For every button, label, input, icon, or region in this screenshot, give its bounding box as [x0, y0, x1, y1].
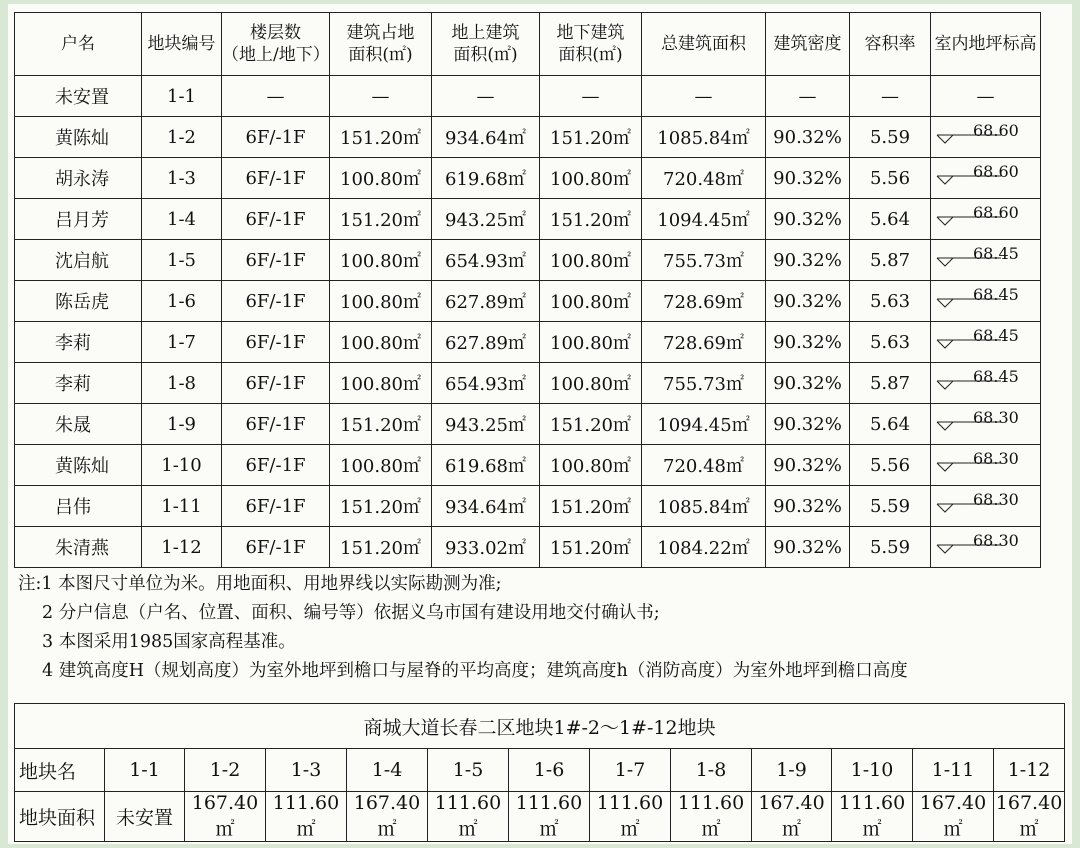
column-header: 楼层数 （地上/地下） — [222, 13, 330, 76]
column-header: 地块编号 — [142, 13, 222, 76]
table-cell: 6F/-1F — [222, 527, 330, 568]
table-cell: 90.32% — [766, 486, 850, 527]
table-cell: — — [766, 76, 850, 117]
table-row — [15, 117, 1041, 158]
table-cell: 未安置 — [105, 792, 185, 842]
table-cell: 1-4 — [142, 199, 222, 240]
table-cell: 1-8 — [142, 363, 222, 404]
table-cell: 728.69㎡ — [642, 322, 766, 363]
elevation-value: 68.60 — [973, 162, 1019, 181]
table-cell: 90.32% — [766, 117, 850, 158]
table-cell: 1-3 — [142, 158, 222, 199]
table-cell: 111.60㎡ — [832, 792, 913, 842]
table-cell: 167.40㎡ — [994, 792, 1065, 842]
table-row — [15, 158, 1041, 199]
table-cell: 111.60㎡ — [671, 792, 752, 842]
table-cell: 151.20㎡ — [330, 527, 432, 568]
table-cell: 111.60㎡ — [509, 792, 590, 842]
table-cell: 720.48㎡ — [642, 445, 766, 486]
drawing-sheet — [8, 4, 1072, 844]
table-cell: 1-5 — [428, 749, 509, 792]
table-cell: 1094.45㎡ — [642, 404, 766, 445]
table-cell: 100.80㎡ — [540, 445, 642, 486]
table-cell: 167.40㎡ — [347, 792, 428, 842]
table-cell: 111.60㎡ — [590, 792, 671, 842]
elevation-value: 68.30 — [973, 449, 1019, 468]
row-label: 地块面积 — [15, 792, 105, 842]
table-cell: 6F/-1F — [222, 199, 330, 240]
table-cell: 151.20㎡ — [540, 199, 642, 240]
elevation-cell — [931, 486, 1041, 527]
table-cell: 90.32% — [766, 158, 850, 199]
table-cell: 100.80㎡ — [330, 322, 432, 363]
table-cell: 111.60㎡ — [428, 792, 509, 842]
table-cell: 6F/-1F — [222, 117, 330, 158]
table-cell: 1-1 — [142, 76, 222, 117]
table-cell: 90.32% — [766, 445, 850, 486]
household-table — [14, 12, 1041, 568]
table-cell: 619.68㎡ — [432, 158, 540, 199]
table-cell: 111.60㎡ — [266, 792, 347, 842]
note-line: 3 本图采用1985国家高程基准。 — [42, 632, 296, 652]
table-cell: 1-6 — [509, 749, 590, 792]
table-cell: 100.80㎡ — [540, 322, 642, 363]
table-cell: 100.80㎡ — [330, 281, 432, 322]
table-cell: 5.63 — [850, 322, 931, 363]
table-cell: 1-11 — [142, 486, 222, 527]
table-row — [15, 76, 1041, 117]
table-cell: 李莉 — [15, 363, 142, 404]
table-cell: 100.80㎡ — [330, 363, 432, 404]
table-cell: 151.20㎡ — [540, 117, 642, 158]
table-cell: 934.64㎡ — [432, 486, 540, 527]
table-cell: 1-6 — [142, 281, 222, 322]
table-cell: 6F/-1F — [222, 404, 330, 445]
table-cell: 1-11 — [913, 749, 994, 792]
table-row — [15, 281, 1041, 322]
table-cell: 933.02㎡ — [432, 527, 540, 568]
table-cell: 100.80㎡ — [330, 158, 432, 199]
note-line: 2 分户信息（户名、位置、面积、编号等）依据义乌市国有建设用地交付确认书; — [42, 603, 660, 623]
table-cell: 1-12 — [994, 749, 1065, 792]
table-cell: 1-3 — [266, 749, 347, 792]
plot-area-row — [15, 792, 1065, 842]
table-cell: 1-2 — [185, 749, 266, 792]
table-row — [15, 199, 1041, 240]
elevation-value: 68.30 — [973, 490, 1019, 509]
table-cell: 6F/-1F — [222, 322, 330, 363]
table-cell: 654.93㎡ — [432, 363, 540, 404]
table-cell: 934.64㎡ — [432, 117, 540, 158]
elevation-value: 68.30 — [973, 531, 1019, 550]
elevation-value: 68.30 — [973, 408, 1019, 427]
table-cell: 151.20㎡ — [330, 404, 432, 445]
table-cell: 167.40㎡ — [185, 792, 266, 842]
elevation-value: 68.60 — [973, 203, 1019, 222]
table-cell: 1-9 — [142, 404, 222, 445]
table-cell: 朱清燕 — [15, 527, 142, 568]
table-cell: — — [850, 76, 931, 117]
table-cell: 151.20㎡ — [540, 486, 642, 527]
column-header: 地下建筑 面积(㎡) — [540, 13, 642, 76]
table-cell: 755.73㎡ — [642, 240, 766, 281]
table-cell: 6F/-1F — [222, 486, 330, 527]
table-cell: 李莉 — [15, 322, 142, 363]
table-cell: 167.40㎡ — [752, 792, 832, 842]
table-cell: 1084.22㎡ — [642, 527, 766, 568]
table-cell: 90.32% — [766, 404, 850, 445]
table-cell: 朱晟 — [15, 404, 142, 445]
notes — [18, 570, 1058, 686]
table-cell: 黄陈灿 — [15, 445, 142, 486]
table-cell: — — [222, 76, 330, 117]
table-row — [15, 363, 1041, 404]
table-header-row — [15, 13, 1041, 76]
table-cell: 5.87 — [850, 363, 931, 404]
table-cell: 吕月芳 — [15, 199, 142, 240]
table-cell: 90.32% — [766, 527, 850, 568]
elevation-value: 68.60 — [973, 121, 1019, 140]
table-cell: 1-5 — [142, 240, 222, 281]
plot-area-table — [14, 703, 1065, 842]
column-header: 容积率 — [850, 13, 931, 76]
table-cell: — — [432, 76, 540, 117]
table-cell: 6F/-1F — [222, 363, 330, 404]
table-row — [15, 404, 1041, 445]
column-header: 户名 — [15, 13, 142, 76]
table-cell: 6F/-1F — [222, 240, 330, 281]
table-cell: 胡永涛 — [15, 158, 142, 199]
table-cell: 943.25㎡ — [432, 404, 540, 445]
table-cell: 1-1 — [105, 749, 185, 792]
column-header: 总建筑面积 — [642, 13, 766, 76]
table-cell: — — [642, 76, 766, 117]
table-cell: 167.40㎡ — [913, 792, 994, 842]
elevation-cell — [931, 117, 1041, 158]
plot-name-row — [15, 749, 1065, 792]
column-header: 室内地坪标高 — [931, 13, 1041, 76]
table-cell: 1-9 — [752, 749, 832, 792]
table-cell: 100.80㎡ — [330, 445, 432, 486]
table-cell: 654.93㎡ — [432, 240, 540, 281]
table-cell: 1-7 — [142, 322, 222, 363]
table-cell: 6F/-1F — [222, 281, 330, 322]
note-line: 4 建筑高度H（规划高度）为室外地坪到檐口与屋脊的平均高度；建筑高度h（消防高度）为室外地坪到檐口高度 — [42, 661, 908, 681]
elevation-value: 68.45 — [973, 367, 1019, 386]
table-cell: 100.80㎡ — [540, 240, 642, 281]
table-cell: 728.69㎡ — [642, 281, 766, 322]
table-cell: 755.73㎡ — [642, 363, 766, 404]
elevation-cell — [931, 199, 1041, 240]
table-cell: 1-12 — [142, 527, 222, 568]
elevation-value: 68.45 — [973, 326, 1019, 345]
plot-table-title: 商城大道长春二区地块1#-2～1#-12地块 — [15, 704, 1065, 749]
table-cell: 1085.84㎡ — [642, 117, 766, 158]
column-header: 地上建筑 面积(㎡) — [432, 13, 540, 76]
elevation-cell — [931, 527, 1041, 568]
table-cell: 5.87 — [850, 240, 931, 281]
table-cell: 5.59 — [850, 527, 931, 568]
table-row — [15, 240, 1041, 281]
table-cell: 151.20㎡ — [330, 486, 432, 527]
table-cell: 黄陈灿 — [15, 117, 142, 158]
elevation-cell — [931, 240, 1041, 281]
table-cell: 5.59 — [850, 486, 931, 527]
table-cell: 5.63 — [850, 281, 931, 322]
table-cell: 90.32% — [766, 363, 850, 404]
table-cell: — — [330, 76, 432, 117]
table-cell: 6F/-1F — [222, 158, 330, 199]
elevation-cell — [931, 158, 1041, 199]
table-cell: 沈启航 — [15, 240, 142, 281]
table-cell: 1-8 — [671, 749, 752, 792]
elevation-cell — [931, 322, 1041, 363]
table-cell: 1094.45㎡ — [642, 199, 766, 240]
table-cell: 627.89㎡ — [432, 322, 540, 363]
table-cell: 720.48㎡ — [642, 158, 766, 199]
column-header: 建筑密度 — [766, 13, 850, 76]
table-cell: 5.56 — [850, 158, 931, 199]
table-cell: 90.32% — [766, 322, 850, 363]
elevation-value: 68.45 — [973, 285, 1019, 304]
table-cell: 151.20㎡ — [540, 527, 642, 568]
table-cell: 1-2 — [142, 117, 222, 158]
table-cell: 未安置 — [15, 76, 142, 117]
table-cell: 1-10 — [832, 749, 913, 792]
table-cell: 1-4 — [347, 749, 428, 792]
elevation-value: 68.45 — [973, 244, 1019, 263]
note-line: 注:1 本图尺寸单位为米。用地面积、用地界线以实际勘测为准; — [18, 574, 502, 594]
table-cell: 90.32% — [766, 240, 850, 281]
elevation-cell — [931, 281, 1041, 322]
table-cell: 1085.84㎡ — [642, 486, 766, 527]
table-cell: 151.20㎡ — [540, 404, 642, 445]
elevation-cell — [931, 363, 1041, 404]
table-cell: 619.68㎡ — [432, 445, 540, 486]
table-cell: 151.20㎡ — [330, 199, 432, 240]
table-cell: 943.25㎡ — [432, 199, 540, 240]
table-cell: 6F/-1F — [222, 445, 330, 486]
table-cell: 627.89㎡ — [432, 281, 540, 322]
table-cell: 吕伟 — [15, 486, 142, 527]
table-cell: 100.80㎡ — [540, 281, 642, 322]
table-cell: 1-7 — [590, 749, 671, 792]
table-cell: 100.80㎡ — [540, 158, 642, 199]
table-cell: — — [931, 76, 1041, 117]
table-row — [15, 445, 1041, 486]
table-cell: 90.32% — [766, 281, 850, 322]
elevation-cell — [931, 445, 1041, 486]
column-header: 建筑占地 面积(㎡) — [330, 13, 432, 76]
table-cell: 5.56 — [850, 445, 931, 486]
table-cell: 5.64 — [850, 404, 931, 445]
elevation-cell — [931, 404, 1041, 445]
table-cell: 100.80㎡ — [540, 363, 642, 404]
table-cell: 90.32% — [766, 199, 850, 240]
table-row — [15, 527, 1041, 568]
table-cell: 陈岳虎 — [15, 281, 142, 322]
table-cell: 1-10 — [142, 445, 222, 486]
table-row — [15, 322, 1041, 363]
table-cell: 5.59 — [850, 117, 931, 158]
table-cell: 100.80㎡ — [330, 240, 432, 281]
table-cell: 5.64 — [850, 199, 931, 240]
table-cell: — — [540, 76, 642, 117]
table-row — [15, 486, 1041, 527]
table-cell: 151.20㎡ — [330, 117, 432, 158]
row-label: 地块名 — [15, 749, 105, 792]
